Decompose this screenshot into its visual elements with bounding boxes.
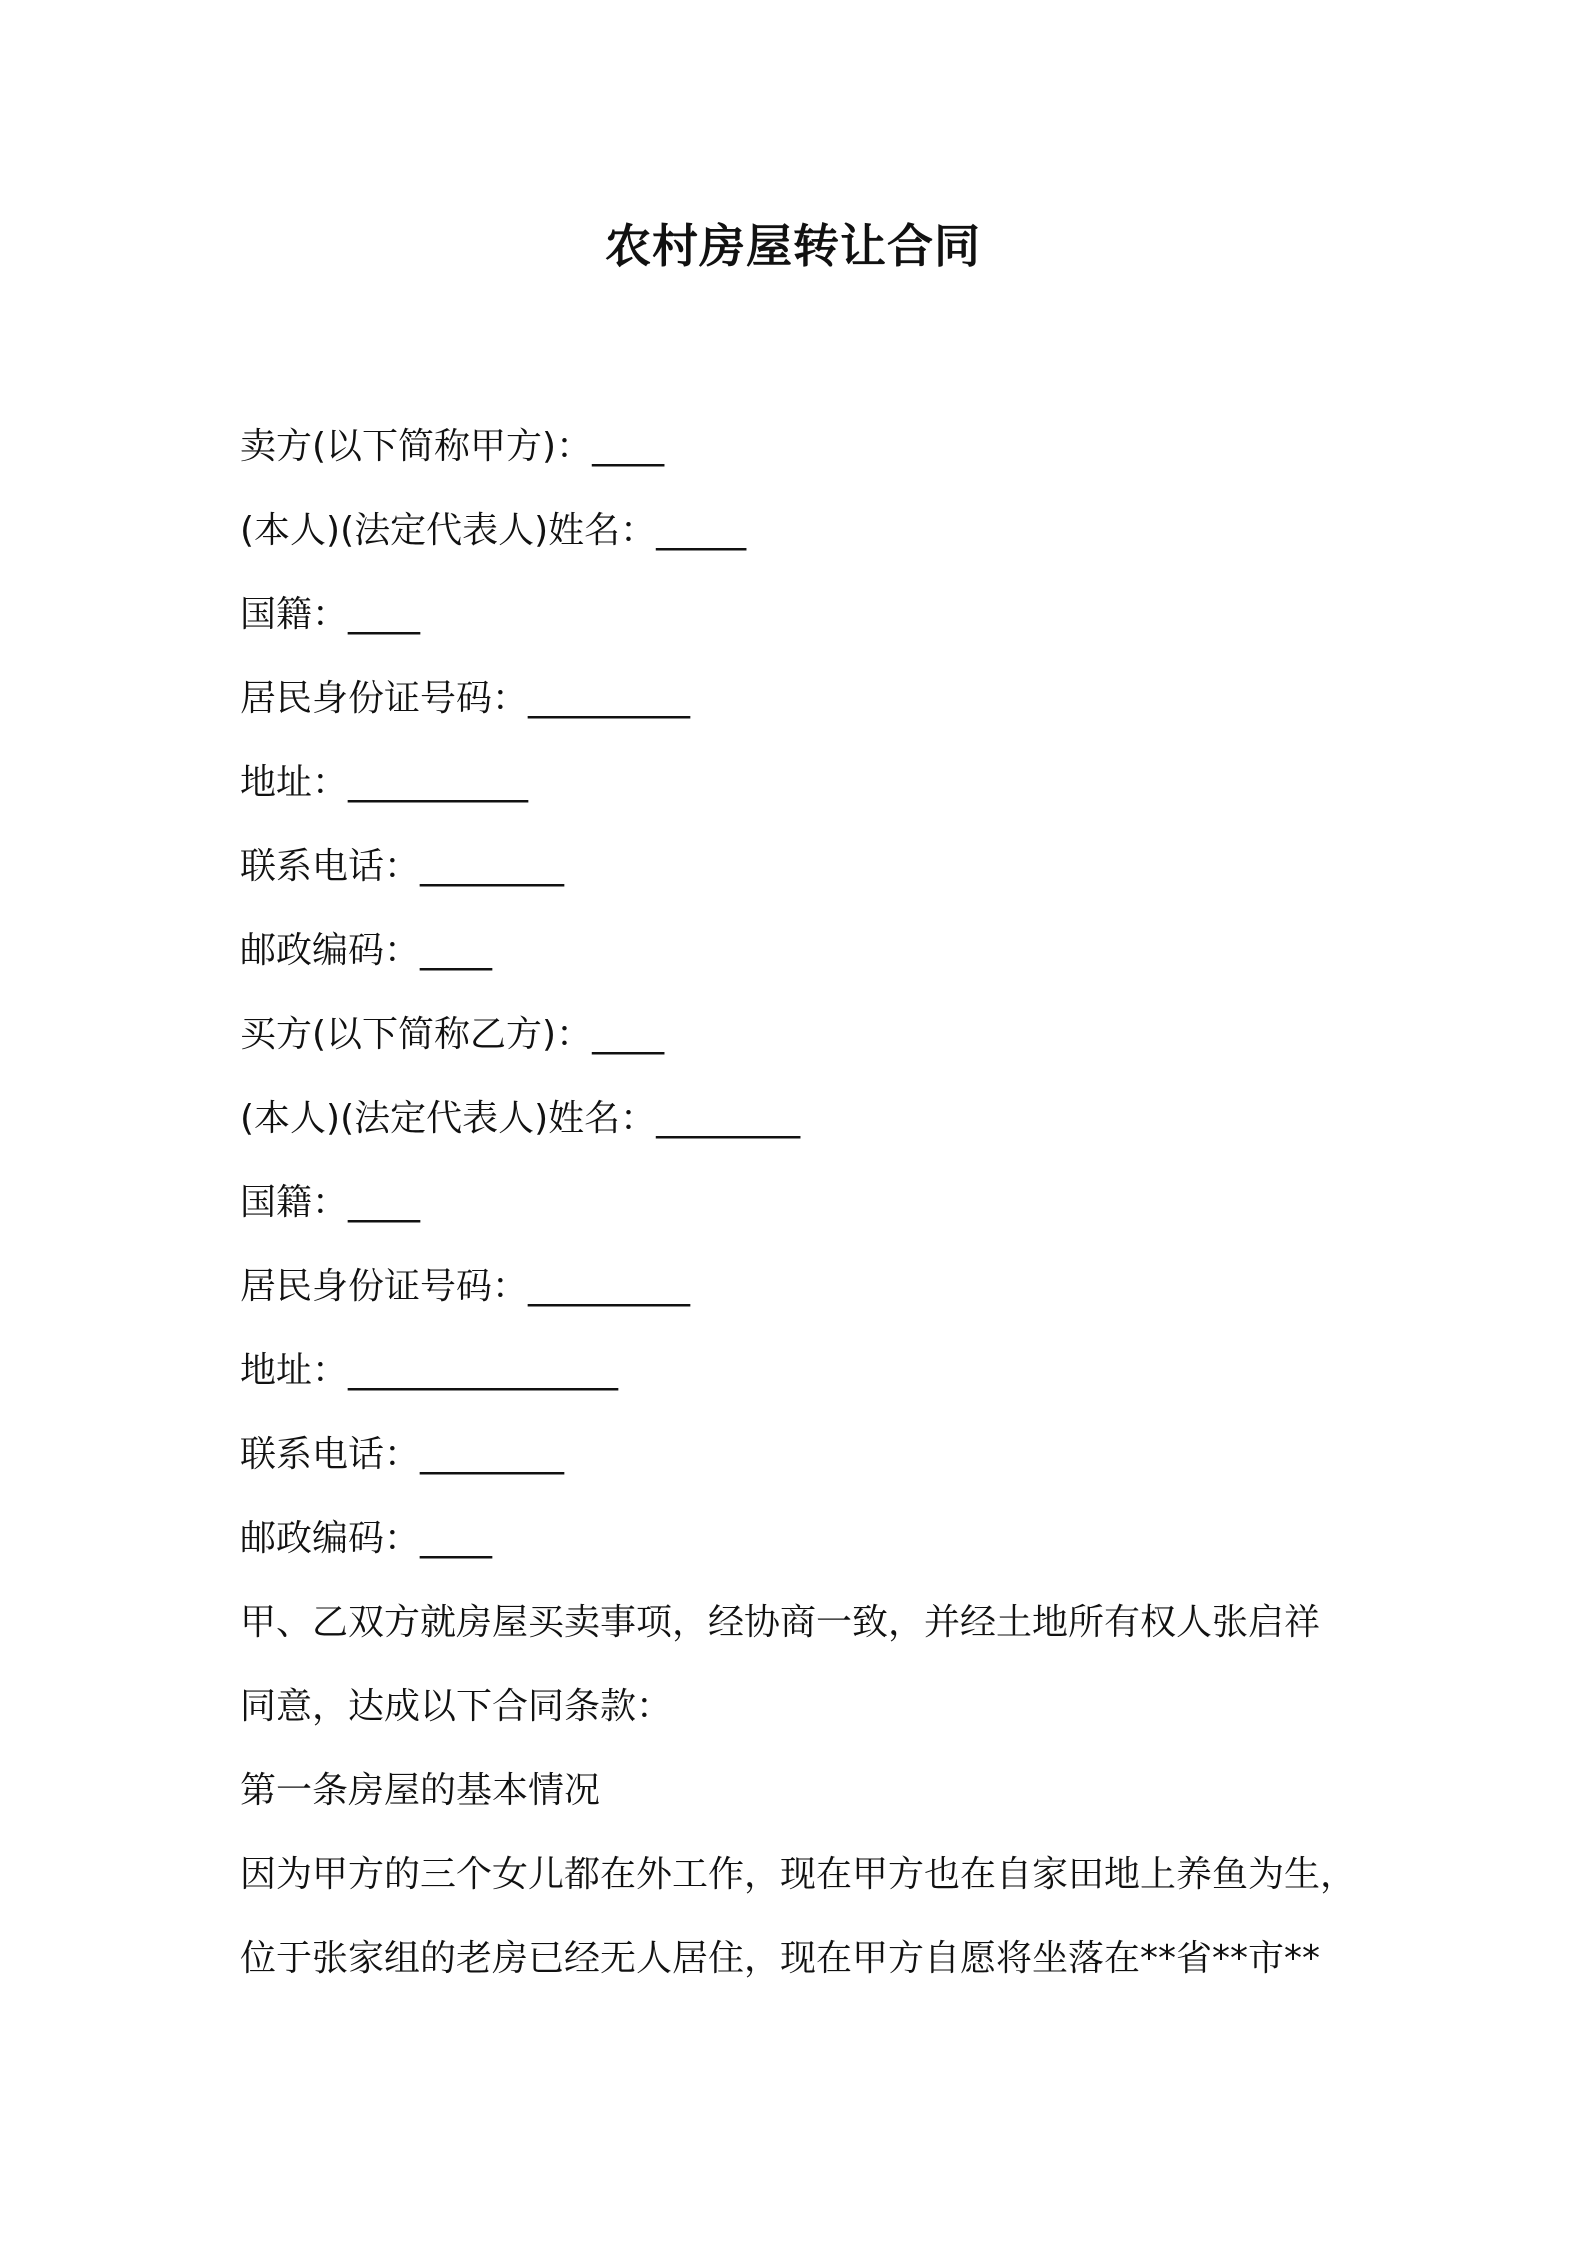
buyer-id-line: 居民身份证号码：_________ — [240, 1266, 691, 1307]
buyer-name-line: (本人)(法定代表人)姓名：________ — [240, 1098, 801, 1139]
seller-postcode-line: 邮政编码：____ — [240, 930, 493, 971]
article-1-paragraph-line-1: 因为甲方的三个女儿都在外工作，现在甲方也在自家田地上养鱼为生， — [240, 1854, 1357, 1895]
seller-address-line: 地址：__________ — [240, 762, 529, 803]
agreement-intro-line-1: 甲、乙双方就房屋买卖事项，经协商一致，并经土地所有权人张启祥 — [240, 1602, 1321, 1643]
article-1-heading: 第一条房屋的基本情况 — [240, 1770, 601, 1811]
buyer-postcode-line: 邮政编码：____ — [240, 1518, 493, 1559]
seller-name-line: (本人)(法定代表人)姓名：_____ — [240, 510, 747, 551]
seller-id-line: 居民身份证号码：_________ — [240, 678, 691, 719]
agreement-intro-line-2: 同意，达成以下合同条款： — [240, 1686, 673, 1727]
seller-phone-line: 联系电话：________ — [240, 846, 565, 887]
buyer-address-line: 地址：_______________ — [240, 1350, 619, 1391]
buyer-line: 买方(以下简称乙方)：____ — [240, 1014, 665, 1055]
buyer-nationality-line: 国籍：____ — [240, 1182, 421, 1223]
article-1-paragraph-line-2: 位于张家组的老房已经无人居住，现在甲方自愿将坐落在**省**市** — [240, 1938, 1321, 1979]
document-title: 农村房屋转让合同 — [605, 219, 981, 273]
buyer-phone-line: 联系电话：________ — [240, 1434, 565, 1475]
seller-line: 卖方(以下简称甲方)：____ — [240, 426, 665, 467]
document-body — [240, 405, 1380, 2001]
seller-nationality-line: 国籍：____ — [240, 594, 421, 635]
